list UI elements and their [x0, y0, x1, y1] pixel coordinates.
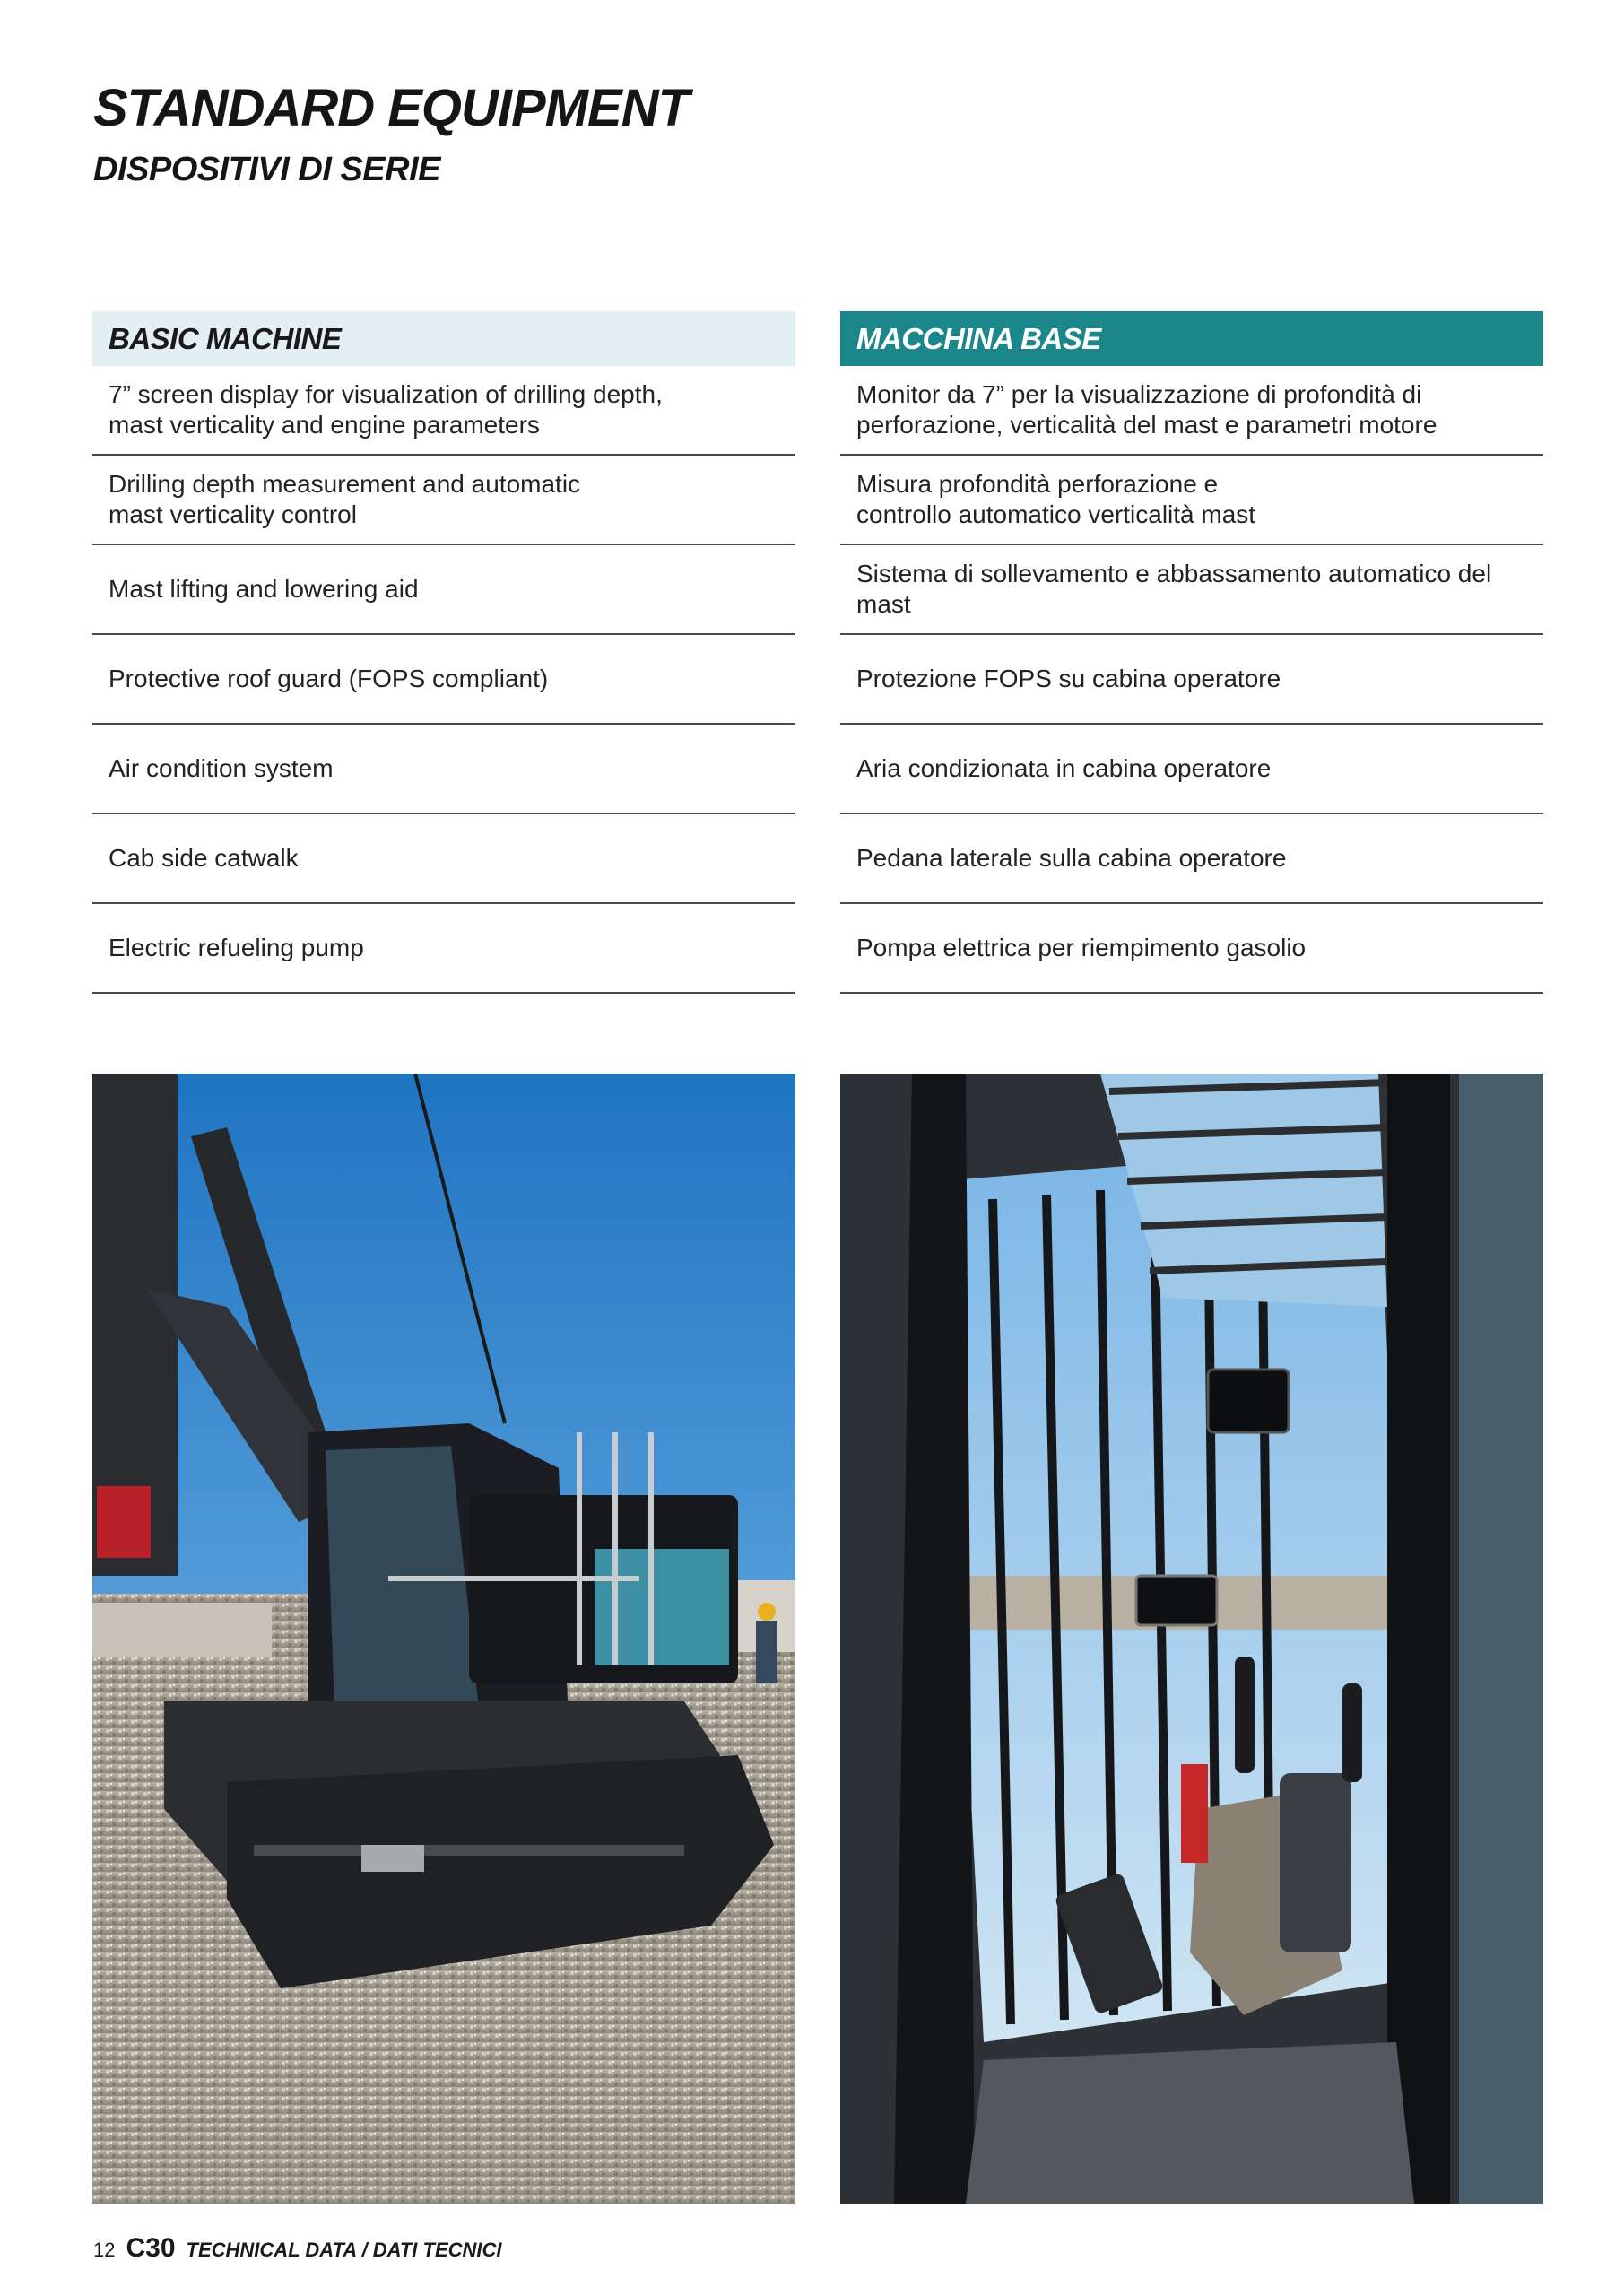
macchina-base-item: Aria condizionata in cabina operatore [840, 725, 1543, 814]
macchina-base-item: Protezione FOPS su cabina operatore [840, 635, 1543, 725]
basic-machine-item: 7” screen display for visualization of drilling depth, mast verticality and engine parameters [92, 366, 795, 456]
basic-machine-item: Mast lifting and lowering aid [92, 545, 795, 635]
basic-machine-item: Air condition system [92, 725, 795, 814]
macchina-base-item: Pompa elettrica per riempimento gasolio [840, 904, 1543, 994]
basic-machine-item: Electric refueling pump [92, 904, 795, 994]
macchina-base-heading: MACCHINA BASE [840, 311, 1543, 366]
drilling-rig-photo [92, 1074, 795, 2204]
model-name: C30 [126, 2233, 176, 2263]
page-footer [93, 2233, 502, 2264]
macchina-base-item: Sistema di sollevamento e abbassamento automatico del mast [840, 545, 1543, 635]
footer-label: TECHNICAL DATA / DATI TECNICI [186, 2239, 502, 2261]
macchina-base-item: Misura profondità perforazione e controllo automatico verticalità mast [840, 456, 1543, 545]
basic-machine-item: Drilling depth measurement and automatic mast verticality control [92, 456, 795, 545]
basic-machine-table [92, 311, 795, 994]
page-subtitle: DISPOSITIVI DI SERIE [93, 151, 440, 188]
macchina-base-item: Pedana laterale sulla cabina operatore [840, 814, 1543, 904]
macchina-base-item: Monitor da 7” per la visualizzazione di profondità di perforazione, verticalità del mast e parametri motore [840, 366, 1543, 456]
macchina-base-table [840, 311, 1543, 994]
basic-machine-item: Protective roof guard (FOPS compliant) [92, 635, 795, 725]
operator-cab-photo [840, 1074, 1543, 2204]
basic-machine-item: Cab side catwalk [92, 814, 795, 904]
basic-machine-heading: BASIC MACHINE [92, 311, 795, 366]
page-title: STANDARD EQUIPMENT [93, 79, 690, 137]
page-number: 12 [93, 2239, 116, 2261]
